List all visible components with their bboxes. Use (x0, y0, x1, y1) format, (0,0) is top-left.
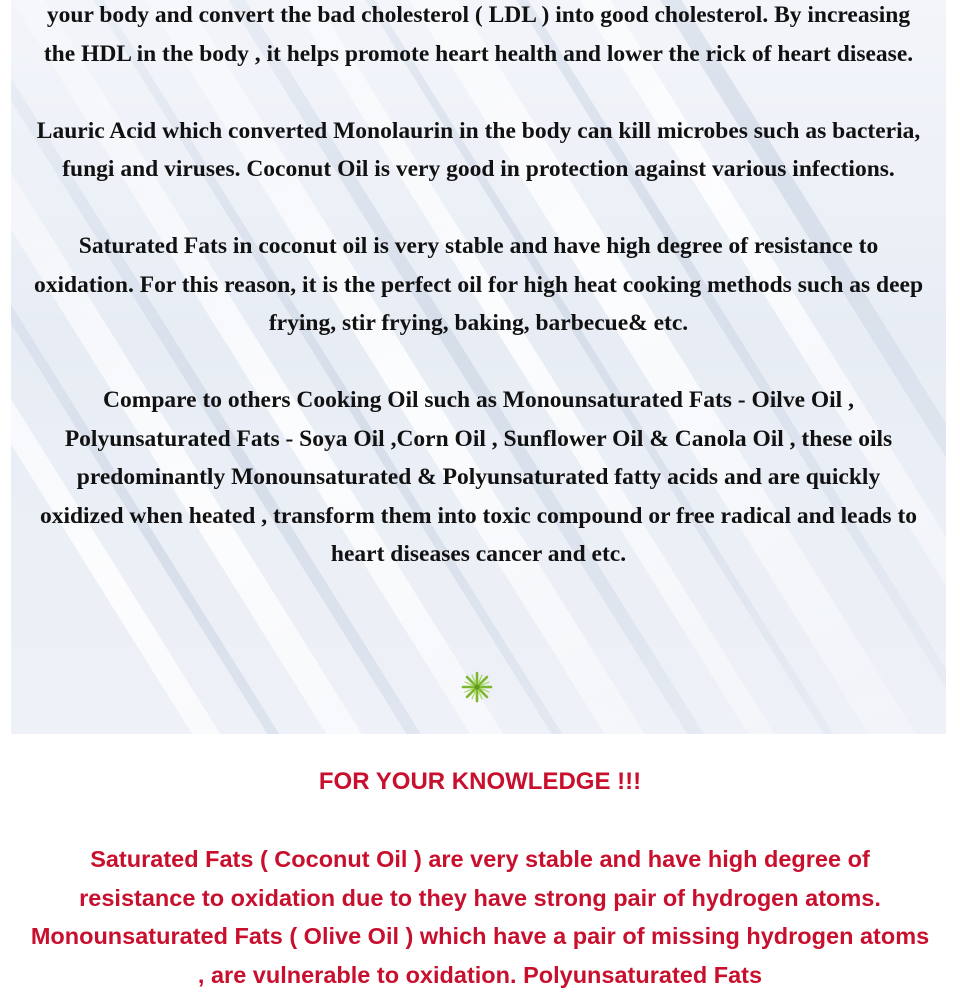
paragraph-cholesterol: your body and convert the bad cholesterol ( LDL ) into good cholesterol. By increasing the HDL in the body , it helps promote heart health and lower the rick of heart disease. (43, 2, 914, 67)
paragraph-saturated-fats: Saturated Fats in coconut oil is very stable and have high degree of resistance to oxidation. For this reason, it is the perfect oil for high heat cooking methods such as deep frying, stir frying, baking, barbecue& etc. (33, 233, 924, 336)
paragraph-lauric-acid: Lauric Acid which converted Monolaurin in the body can kill microbes such as bacteria, fungi and viruses. Coconut Oil is very good in protection against various infections. (36, 117, 921, 182)
benefits-banner (11, 0, 946, 734)
knowledge-body: Saturated Fats ( Coconut Oil ) are very stable and have high degree of resistance to oxidation due to they have strong pair of hydrogen atoms. Monounsaturated Fats ( Olive Oil ) which have a pair of missing hydrogen atoms , are vulnerable to oxidation. Polyunsaturated Fats (30, 846, 930, 988)
benefits-text (11, 0, 946, 574)
green-flower-icon (460, 670, 494, 704)
knowledge-section (0, 763, 960, 994)
knowledge-title: FOR YOUR KNOWLEDGE !!! (318, 768, 642, 795)
paragraph-compare-oils: Compare to others Cooking Oil such as Monounsaturated Fats - Oilve Oil , Polyunsaturated Fats - Soya Oil ,Corn Oil , Sunflower Oil & Canola Oil , these oils predominantly Monounsaturated & Polyunsaturated fatty acids and are quickly oxidized when heated , transform them into toxic compound or free radical and leads to heart diseases cancer and etc. (39, 387, 918, 567)
